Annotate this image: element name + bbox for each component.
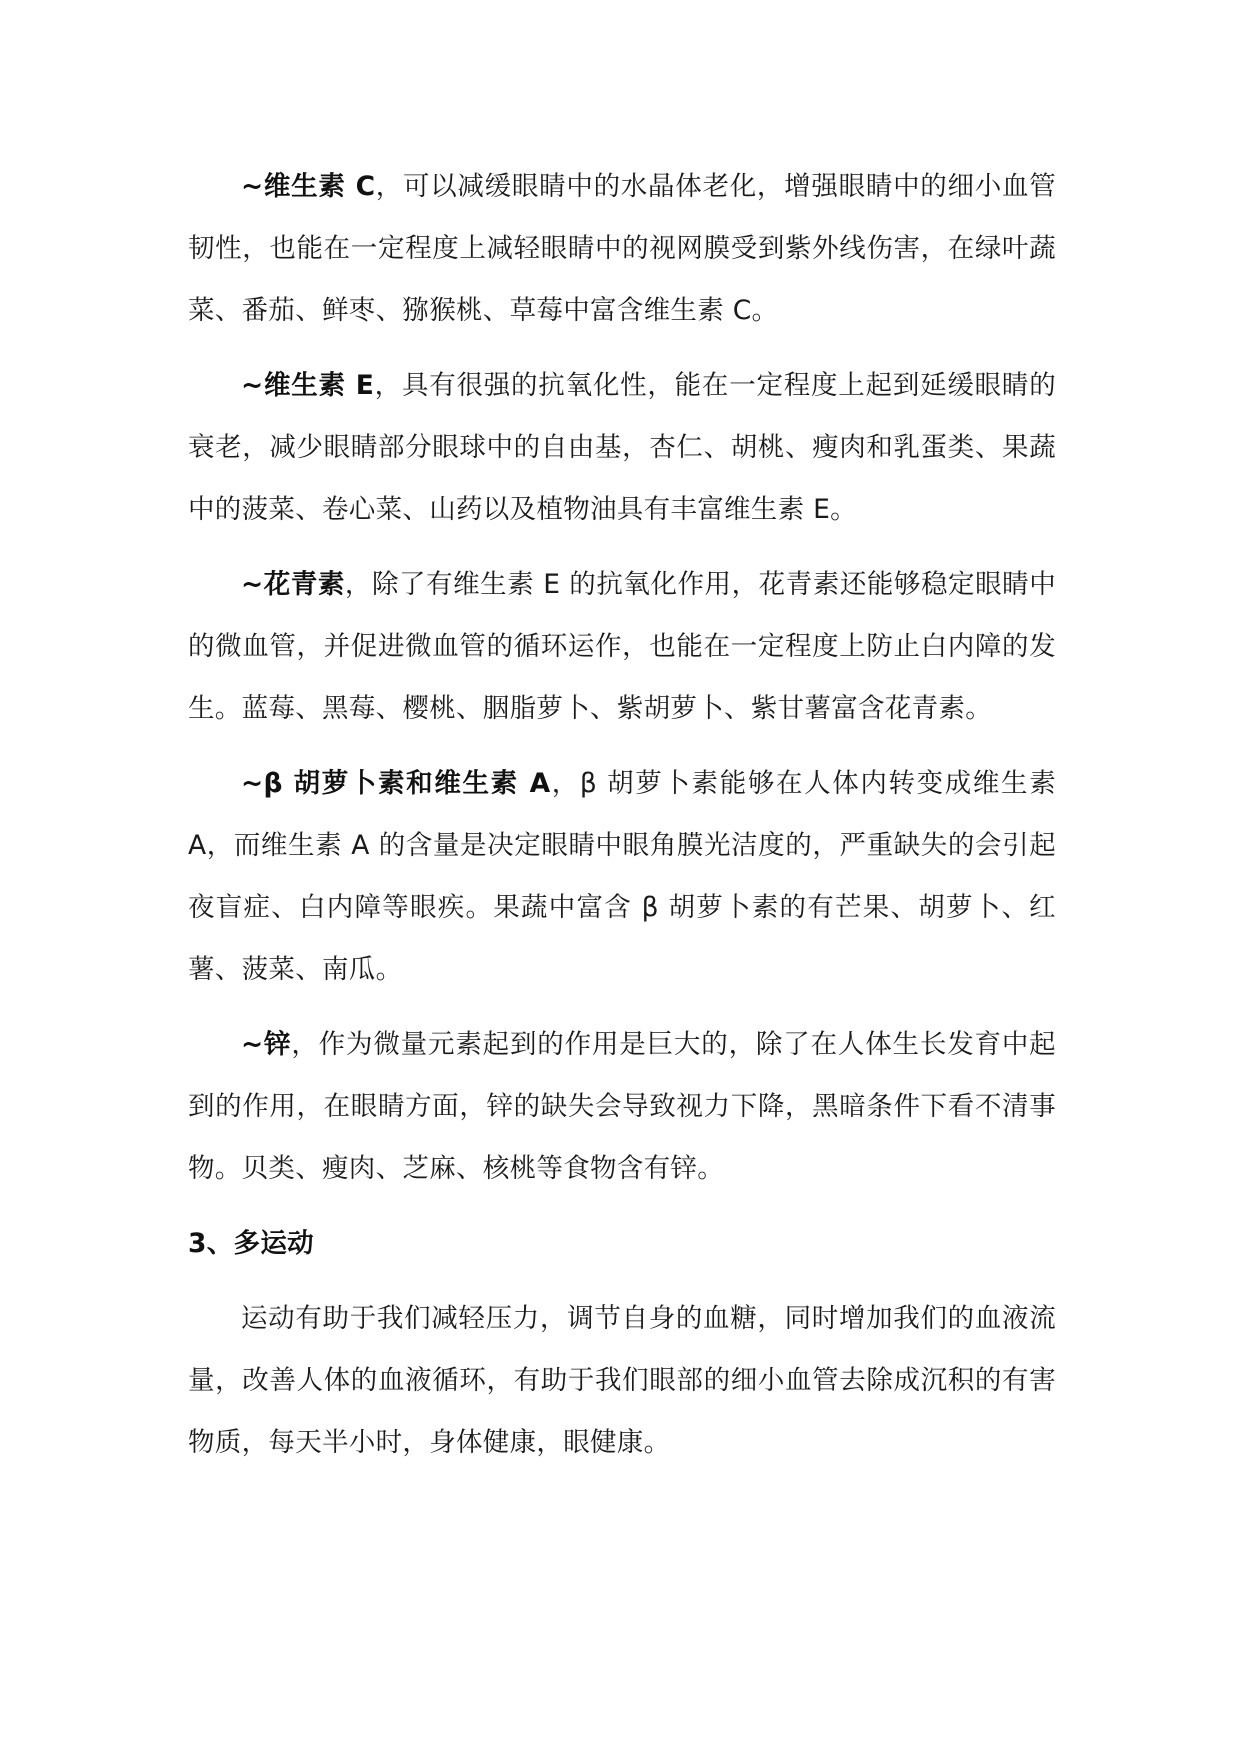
paragraph-text: ，除了有维生素 E 的抗氧化作用，花青素还能够稳定眼睛中的微血管，并促进微血管的循环运作，也能在一定程度上防止白内障的发生。蓝莓、黑莓、樱桃、胭脂萝卜、紫胡萝卜、紫甘薯富含花青素。 [188, 569, 1056, 724]
paragraph-anthocyanin [188, 554, 1056, 740]
paragraph-lead: ~维生素 E [241, 370, 375, 401]
section-heading: 3、多运动 [188, 1228, 314, 1259]
paragraph-vitamin-c [188, 156, 1056, 342]
paragraph-exercise: 运动有助于我们减轻压力，调节自身的血糖，同时增加我们的血液流量，改善人体的血液循环，有助于我们眼部的细小血管去除成沉积的有害物质，每天半小时，身体健康，眼健康。 [188, 1303, 1056, 1458]
paragraph-lead: ~锌 [241, 1029, 292, 1060]
paragraph-text: ，可以减缓眼睛中的水晶体老化，增强眼睛中的细小血管韧性，也能在一定程度上减轻眼睛中的视网膜受到紫外线伤害，在绿叶蔬菜、番茄、鲜枣、猕猴桃、草莓中富含维生素 C。 [188, 171, 1057, 326]
paragraph-text: ，作为微量元素起到的作用是巨大的，除了在人体生长发育中起到的作用，在眼睛方面，锌的缺失会导致视力下降，黑暗条件下看不清事物。贝类、瘦肉、芝麻、核桃等食物含有锌。 [188, 1029, 1056, 1184]
paragraph-vitamin-e [188, 355, 1056, 541]
paragraph-lead: ~花青素 [241, 569, 345, 600]
paragraph-zinc [188, 1014, 1056, 1200]
document-body [188, 156, 1056, 1487]
paragraph-text: ，β 胡萝卜素能够在人体内转变成维生素 A，而维生素 A 的含量是决定眼睛中眼角膜光洁度的，严重缺失的会引起夜盲症、白内障等眼疾。果蔬中富含 β 胡萝卜素的有芒果、胡萝卜、红薯、菠菜、南瓜。 [188, 768, 1056, 985]
paragraph-beta-carotene [188, 753, 1056, 1001]
paragraph-lead: ~维生素 C [241, 171, 376, 202]
paragraph-lead: ~β 胡萝卜素和维生素 A [241, 768, 551, 799]
paragraph-text: ，具有很强的抗氧化性，能在一定程度上起到延缓眼睛的衰老，减少眼睛部分眼球中的自由基，杏仁、胡桃、瘦肉和乳蛋类、果蔬中的菠菜、卷心菜、山药以及植物油具有丰富维生素 E。 [188, 370, 1056, 525]
